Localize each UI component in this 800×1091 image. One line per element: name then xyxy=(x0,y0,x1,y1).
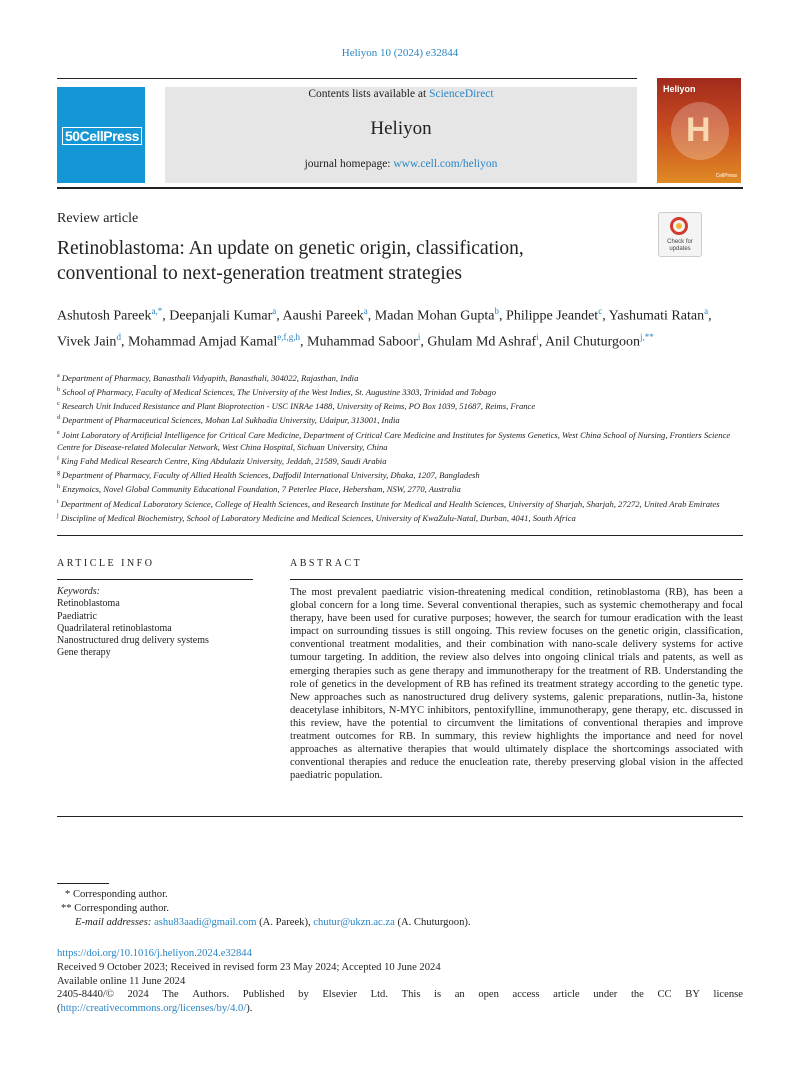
cover-title: Heliyon xyxy=(663,84,696,94)
author-name[interactable]: Ghulam Md Ashraf xyxy=(427,334,537,350)
author-separator: , xyxy=(538,334,545,350)
affiliation-letter: e xyxy=(57,429,60,436)
homepage-prefix: journal homepage: xyxy=(304,158,394,170)
affiliation-list xyxy=(57,370,747,524)
journal-homepage-link[interactable]: www.cell.com/heliyon xyxy=(393,158,498,170)
author-separator: , xyxy=(120,334,128,350)
affiliation-text: Department of Medical Laboratory Science, College of Health Sciences, and Research Institute for Medical and Health Sciences, University of Sharjah, Sharjah, 27272, United Arab Emirates xyxy=(60,498,720,509)
author-affiliation-marker[interactable]: a,* xyxy=(151,306,163,316)
author-separator: , xyxy=(420,334,428,350)
homepage-line xyxy=(165,158,637,170)
section-rule xyxy=(57,535,743,536)
license-word: the xyxy=(630,989,644,1001)
author-separator: , xyxy=(708,308,712,324)
license-statement xyxy=(57,988,743,1002)
author-name[interactable]: Deepanjali Kumar xyxy=(169,308,273,324)
author-name[interactable]: Madan Mohan Gupta xyxy=(374,308,495,324)
corresponding-author-2: ** Corresponding author. xyxy=(61,903,169,914)
license-word: Elsevier xyxy=(322,989,358,1001)
author-name[interactable]: Yashumati Ratan xyxy=(608,308,705,324)
license-word: article xyxy=(553,989,580,1001)
email-link-pareek[interactable]: ashu83aadi@gmail.com xyxy=(154,917,257,928)
license-word: license xyxy=(713,989,743,1001)
check-updates-label: Check for updates xyxy=(667,239,693,252)
journal-cover-image[interactable] xyxy=(657,78,741,183)
affiliation-letter: c xyxy=(57,401,60,408)
license-link[interactable]: http://creativecommons.org/licenses/by/4.0/ xyxy=(60,1003,247,1015)
author-affiliation-marker[interactable]: j,** xyxy=(640,332,654,343)
affiliation-item xyxy=(57,384,747,398)
abstract-bottom-rule xyxy=(57,816,743,817)
available-online: Available online 11 June 2024 xyxy=(57,975,186,987)
license-word: under xyxy=(593,989,618,1001)
email-label: E-mail addresses: xyxy=(75,917,152,928)
affiliation-item xyxy=(57,412,747,426)
license-word: an xyxy=(454,989,465,1001)
cellpress-logo-text: 50CellPress xyxy=(62,127,142,145)
email-owner-pareek: (A. Pareek), xyxy=(256,917,314,928)
affiliation-text: Department of Pharmacy, Banasthali Vidyapith, Banasthali, 304022, Rajasthan, India xyxy=(61,372,359,383)
affiliation-text: Department of Pharmaceutical Sciences, Mohan Lal Sukhadia University, Udaipur, 313001, India xyxy=(62,415,400,426)
license-word: open xyxy=(478,989,499,1001)
abstract-text: The most prevalent paediatric vision-threatening medical condition, retinoblastoma (RB), has been a global concern for a long time. Several conventional therapies, such as systemic chemotherapy and focal therapy, have been used for curative purposes; however, the search for tumour eradication with the least impact on surrounding tissues is still ongoing. This review focuses on the genetic origin, classification, conventional treatment modalities, and their combination with nano-scale delivery systems for active tumour targeting. In addition, the review also delves into ongoing clinical trials and patents, as well as emerging therapies such as gene therapy and immunotherapy for the treatment of RB. Understanding the role of genetics in the development of RB has refined its treatment strategy according to the genetic type. New approaches such as nanostructured drug delivery systems, galenic preparations, nutlin-3a, histone deacetylase inhibitors, N-MYC inhibitors, pentoxifylline, immunotherapy, gene therapy, etc. discussed in this review, have the potential to circumvent the limitations of conventional therapies and improve treatment outcomes for RB. In summary, this review highlights the importance and need for novel approaches as alternative therapies that would ultimately displace the shortcomings associated with conventional therapies and reduce the enucleation rate, thereby preserving global vision in the affected paediatric population. xyxy=(290,587,743,782)
author-name[interactable]: Muhammad Saboor xyxy=(307,334,418,350)
affiliation-letter: b xyxy=(57,387,60,394)
license-paren-close: ). xyxy=(246,1003,253,1015)
journal-header xyxy=(57,87,637,183)
license-link-line xyxy=(57,1002,743,1016)
author-affiliation-marker[interactable]: d xyxy=(116,332,121,343)
author-name[interactable]: Anil Chuturgoon xyxy=(544,334,641,350)
affiliation-letter: f xyxy=(57,456,59,463)
affiliation-item xyxy=(57,467,747,481)
article-type: Review article xyxy=(57,211,139,226)
keyword-item: Gene therapy xyxy=(57,647,111,659)
author-name[interactable]: Ashutosh Pareek xyxy=(57,308,152,324)
author-list xyxy=(57,301,747,353)
author-name[interactable]: Mohammad Amjad Kamal xyxy=(127,334,278,350)
header-bottom-rule xyxy=(57,187,743,189)
check-updates-icon xyxy=(670,217,688,235)
author-separator: , xyxy=(367,308,375,324)
license-word: Published xyxy=(242,989,285,1001)
author-separator: , xyxy=(602,308,609,324)
author-affiliation-marker[interactable]: e,f,g,h xyxy=(277,332,300,343)
license-word: by xyxy=(298,989,309,1001)
contents-line xyxy=(165,88,637,100)
journal-masthead xyxy=(165,87,637,183)
keyword-item: Quadrilateral retinoblastoma xyxy=(57,622,172,634)
license-word: CC xyxy=(657,989,672,1001)
license-word: is xyxy=(434,989,442,1001)
affiliation-item xyxy=(57,453,747,467)
license-word: This xyxy=(401,989,421,1001)
affiliation-item xyxy=(57,510,747,524)
keywords-label: Keywords: xyxy=(57,586,100,597)
author-name[interactable]: Aaushi Pareek xyxy=(282,308,364,324)
contents-prefix: Contents lists available at xyxy=(308,88,430,100)
license-word: Authors. xyxy=(192,989,230,1001)
abstract-heading: ABSTRACT xyxy=(290,558,363,569)
affiliation-text: School of Pharmacy, Faculty of Medical Sciences, The University of the West Indies, St. Augustine 3303, Trinidad and Tobago xyxy=(62,387,497,398)
cover-publisher: CellPress xyxy=(715,173,737,179)
abstract-rule xyxy=(290,579,743,580)
affiliation-text: Research Unit Induced Resistance and Plant Bioprotection - USC INRAe 1488, University of Reims, PO Box 1039, 51687, Reims, France xyxy=(61,401,536,412)
journal-citation[interactable]: Heliyon 10 (2024) e32844 xyxy=(341,47,459,59)
journal-name: Heliyon xyxy=(370,118,432,139)
cellpress-logo[interactable] xyxy=(57,87,145,183)
keyword-item: Nanostructured drug delivery systems xyxy=(57,635,209,647)
affiliation-text: Joint Laboratory of Artificial Intelligence for Critical Care Medicine, Department of Critical Care Medicine and Institutes for Systems Genetics, West China School of Nursing, Frontiers Science Centre for Disease-related Molecular Network, West China Hospital, Sichuan University, China xyxy=(57,429,731,452)
header-top-rule xyxy=(57,78,637,79)
affiliation-letter: g xyxy=(57,470,60,477)
affiliation-item xyxy=(57,496,747,510)
license-word: 2405-8440/© xyxy=(57,989,114,1001)
affiliation-text: King Fahd Medical Research Centre, King Abdulaziz University, Jeddah, 21589, Saudi Arabia xyxy=(61,455,387,466)
footnotes xyxy=(57,888,747,930)
license-word: The xyxy=(162,989,179,1001)
keywords-block xyxy=(57,586,257,660)
author-affiliation-marker[interactable]: i xyxy=(417,332,421,343)
author-affiliation-marker[interactable]: a xyxy=(704,306,709,316)
author-affiliation-marker[interactable]: c xyxy=(598,306,603,316)
corresponding-author-1: * Corresponding author. xyxy=(65,889,168,900)
affiliation-item xyxy=(57,427,747,453)
article-info-rule xyxy=(57,579,253,580)
publication-info xyxy=(57,947,743,1016)
affiliation-letter: a xyxy=(57,373,60,379)
license-word: Ltd. xyxy=(370,989,389,1001)
author-separator: , xyxy=(276,308,283,324)
affiliation-item xyxy=(57,481,747,495)
affiliation-item xyxy=(57,398,747,412)
author-affiliation-marker[interactable]: a xyxy=(363,306,368,316)
article-info-heading: ARTICLE INFO xyxy=(57,558,155,569)
affiliation-text: Department of Pharmacy, Faculty of Allied Health Sciences, Daffodil International University, Dhaka, 1207, Bangladesh xyxy=(62,470,480,481)
author-separator: , xyxy=(499,308,507,324)
license-word: BY xyxy=(685,989,700,1001)
author-name[interactable]: Philippe Jeandet xyxy=(506,308,599,324)
affiliation-letter: h xyxy=(57,484,60,491)
affiliation-text: Discipline of Medical Biochemistry, School of Laboratory Medicine and Medical Sciences, University of KwaZulu-Natal, Durban, 4041, South Africa xyxy=(60,512,576,523)
license-word: 2024 xyxy=(127,989,149,1001)
author-affiliation-marker[interactable]: b xyxy=(494,306,500,316)
affiliation-item xyxy=(57,370,747,384)
affiliation-letter: i xyxy=(57,498,59,505)
author-separator: , xyxy=(162,308,170,324)
email-owner-chuturgoon: (A. Chuturgoon). xyxy=(394,917,471,928)
license-paren-open: ( xyxy=(57,1003,61,1015)
email-line xyxy=(57,916,747,930)
sciencedirect-link[interactable]: ScienceDirect xyxy=(429,88,494,100)
keyword-item: Retinoblastoma xyxy=(57,598,120,610)
license-word: access xyxy=(512,989,540,1001)
author-affiliation-marker[interactable]: i xyxy=(536,332,539,343)
article-title: Retinoblastoma: An update on genetic origin, classification, conventional to next-generation treatment strategies xyxy=(57,238,524,284)
email-link-chuturgoon[interactable]: chutur@ukzn.ac.za xyxy=(313,917,395,928)
check-for-updates-badge[interactable] xyxy=(658,212,702,257)
doi-link[interactable]: https://doi.org/10.1016/j.heliyon.2024.e32844 xyxy=(57,948,252,959)
affiliation-letter: j xyxy=(57,512,59,519)
affiliation-letter: d xyxy=(57,415,60,422)
author-separator: , xyxy=(300,334,307,350)
footnote-rule xyxy=(57,883,109,884)
received-dates: Received 9 October 2023; Received in revised form 23 May 2024; Accepted 10 June 2024 xyxy=(57,961,441,973)
cover-letter: H xyxy=(686,111,711,149)
author-name[interactable]: Vivek Jain xyxy=(57,334,117,350)
keyword-item: Paediatric xyxy=(57,610,97,622)
author-affiliation-marker[interactable]: a xyxy=(272,306,277,316)
affiliation-text: Enzymoics, Novel Global Community Educational Foundation, 7 Peterlee Place, Hebersham, NSW, 2770, Australia xyxy=(62,484,461,495)
